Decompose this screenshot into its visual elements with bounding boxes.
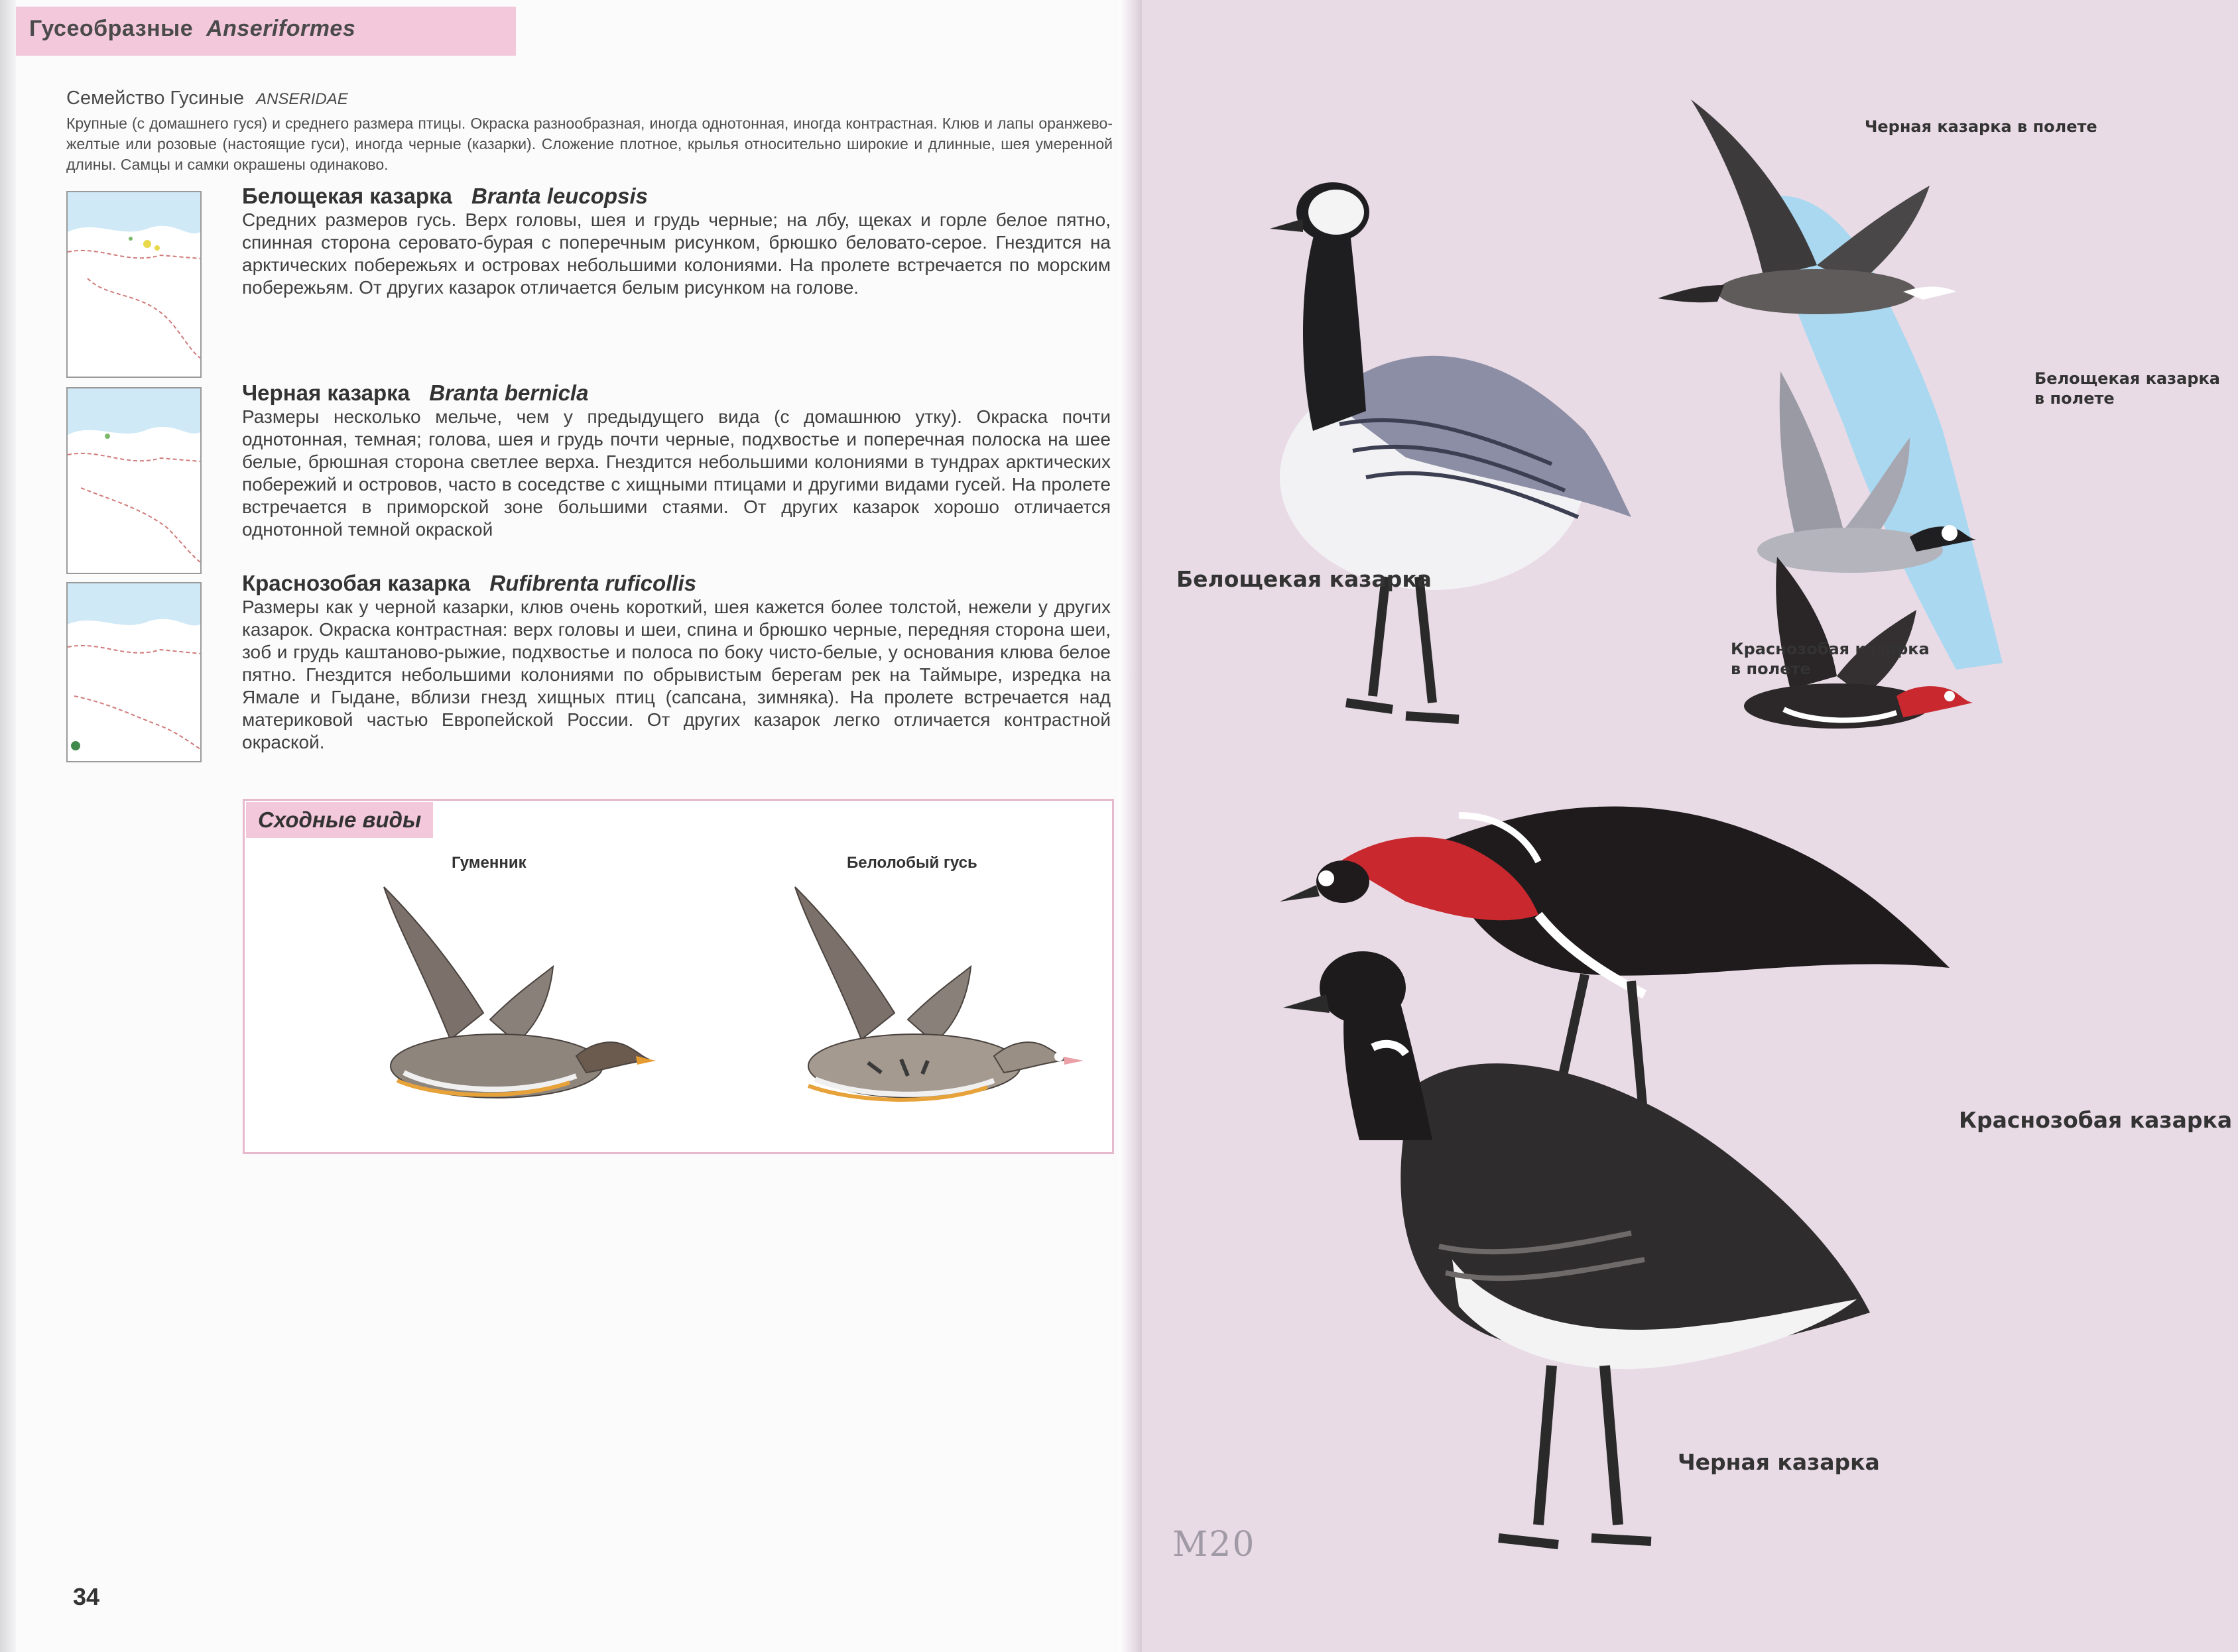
species-brent	[242, 381, 1111, 541]
label-redbreast-flight-line2: в полете	[1731, 660, 1811, 678]
family-name-latin: ANSERIDAE	[256, 90, 348, 108]
label-brent: Черная казарка	[1678, 1449, 1880, 1475]
species-name-latin: Branta bernicla	[429, 381, 589, 405]
species-title	[242, 381, 1111, 406]
family-title	[66, 88, 348, 109]
barnacle-goose-illustration	[1270, 182, 1631, 719]
species-name-ru: Черная казарка	[242, 381, 410, 405]
species-redbreast	[242, 571, 1111, 754]
similar-bird-name: Белолобый гусь	[847, 854, 977, 872]
species-name-latin: Rufibrenta ruficollis	[489, 571, 697, 595]
page-edge	[0, 0, 16, 1652]
label-barnacle-flight	[2034, 369, 2220, 408]
range-map-barnacle	[66, 191, 202, 378]
species-barnacle	[242, 184, 1111, 299]
species-text: Размеры несколько мельче, чем у предыдущего вида (с домашнюю утку). Окраска почти однотонная, темная; голова, шея и грудь почти черные, подхвостье и поперечная полоска на шее белые, брюшная сторона светлее верха. Гнездится небольшими колониями в тундрах арктических побережий и островов, часто в соседстве с хищными птицами и другими видами гусей. На пролете встречается в приморской зоне большими стаями. От других казарок хорошо отличается однотонной темной окраской	[242, 406, 1111, 540]
right-page	[1127, 0, 2238, 1652]
order-header	[29, 16, 355, 42]
species-text: Размеры как у черной казарки, клюв очень короткий, шея кажется более толстой, нежели у других казарок. Окраска контрастная: верх головы и шеи, спина и брюшко черные, передняя сторона шеи, зоб и грудь каштаново-рыжие, подхвостье и полоса по боку чисто-белые, у основания клюва белое пятно. Гнездится небольшими колониями по обрывистым берегам рек на Таймыре, изредка на Ямале и Гыдане, вблизи гнезд хищных птиц (сапсана, зимняка). На пролете встречается над материковой частью Европейской России. От других казарок легко отличается контрастной окраской.	[242, 597, 1111, 752]
label-redbreast-flight	[1731, 639, 1930, 679]
species-title	[242, 184, 1111, 209]
species-text: Средних размеров гусь. Верх головы, шея и грудь черные; на лбу, щеках и горле белое пятно, спинная сторона серовато-бурая с поперечным рисунком, брюшко беловато-серое. Гнездится на арктических побережьях и островах небольшими колониями. На пролете встречается по морским побережьям. От других казарок отличается белым рисунком на голове.	[242, 209, 1111, 298]
range-map-redbreast	[66, 582, 202, 762]
handwritten-mark: M20	[1172, 1525, 1256, 1564]
label-barnacle-flight-line1: Белощекая казарка	[2034, 369, 2220, 388]
label-barnacle-flight-line2: в полете	[2034, 389, 2115, 408]
page-gutter	[1119, 0, 1142, 1652]
family-name-ru: Семейство Гусиные	[66, 88, 245, 109]
similar-species-box	[243, 799, 1114, 1154]
bird-plate	[1127, 0, 2238, 1652]
similar-species-title: Сходные виды	[246, 802, 433, 838]
order-name-latin: Anseriformes	[206, 16, 356, 41]
species-name-latin: Branta leucopsis	[471, 184, 648, 208]
label-redbreast-flight-line1: Краснозобая казарка	[1731, 640, 1930, 658]
label-brent-flight: Черная казарка в полете	[1865, 117, 2097, 136]
family-description: Крупные (с домашнего гуся) и среднего размера птицы. Окраска разнообразная, иногда однотонная, иногда контрастная. Клюв и лапы оранжево-желтые или розовые (настоящие гуси), иногда черные (казарки). Сложение плотное, крылья относительно широкие и длинные, шея умеренной длины. Самцы и самки окрашены одинаково.	[66, 115, 1113, 173]
order-name-ru: Гусеобразные	[29, 16, 194, 41]
bean-goose-illustration	[324, 874, 669, 1139]
species-title	[242, 571, 1111, 596]
page-number: 34	[73, 1583, 100, 1610]
range-map-brent	[66, 387, 202, 574]
species-name-ru: Белощекая казарка	[242, 184, 452, 208]
species-name-ru: Краснозобая казарка	[242, 571, 471, 595]
similar-bird-name: Гуменник	[452, 854, 527, 872]
label-redbreast: Краснозобая казарка	[1959, 1107, 2233, 1133]
white-fronted-goose-illustration	[749, 874, 1093, 1139]
label-barnacle: Белощекая казарка	[1176, 566, 1432, 592]
